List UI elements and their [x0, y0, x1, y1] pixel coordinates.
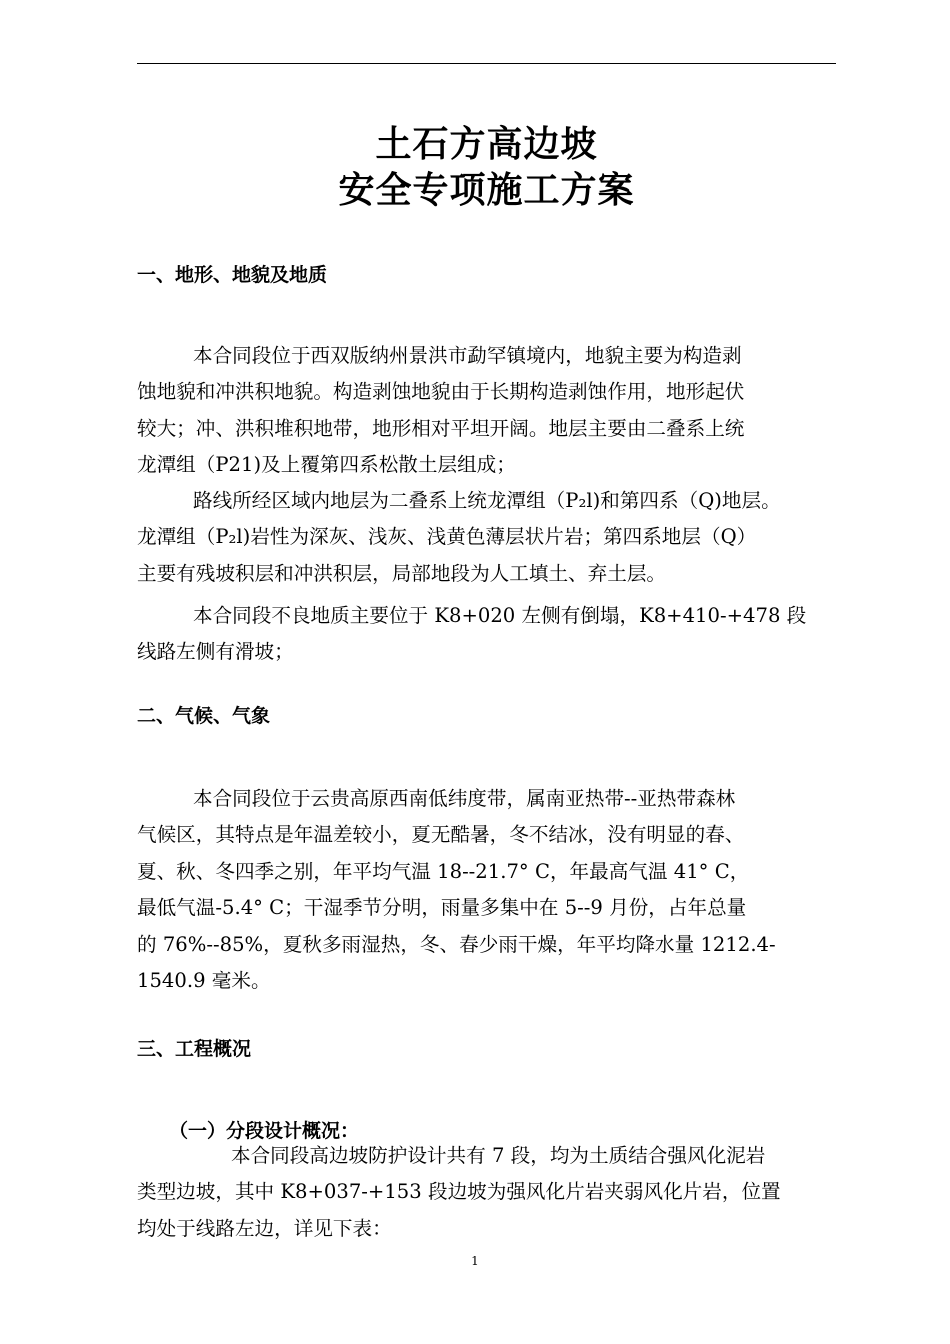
- section-heading-climate: 二、气候、气象: [137, 705, 271, 727]
- document-title-line1: 土石方高边坡: [375, 123, 598, 165]
- text-line: 路线所经区域内地层为二叠系上统龙潭组（P₂l)和第四系（Q)地层。: [193, 489, 781, 512]
- text-line: 龙潭组（P21)及上覆第四系松散土层组成；: [137, 453, 516, 477]
- paragraph-overview: [137, 1138, 836, 1247]
- text-line: 本合同段不良地质主要位于 K8+020 左侧有倒塌，K8+410-+478 段: [193, 604, 807, 627]
- document-title-line2: 安全专项施工方案: [338, 169, 635, 211]
- text-line: 最低气温-5.4° C；干湿季节分明，雨量多集中在 5--9 月份，占年总量: [137, 896, 747, 920]
- text-line: 本合同段位于云贵高原西南低纬度带，属南亚热带--亚热带森林: [193, 787, 736, 810]
- paragraph-terrain-1: [137, 338, 836, 484]
- paragraph-terrain-3: [137, 598, 836, 671]
- page-number: 1: [471, 1254, 479, 1268]
- text-line: 主要有残坡积层和冲洪积层，局部地段为人工填土、弃土层。: [137, 561, 667, 585]
- header-rule: [137, 63, 836, 64]
- text-line: 夏、秋、冬四季之别，年平均气温 18--21.7° C，年最高气温 41° C，: [137, 859, 750, 883]
- text-line: 本合同段位于西双版纳州景洪市勐罕镇境内，地貌主要为构造剥: [193, 344, 742, 367]
- text-line: 类型边坡，其中 K8+037-+153 段边坡为强风化片岩夹弱风化片岩，位置: [137, 1180, 781, 1204]
- text-line: 气候区，其特点是年温差较小，夏无酷暑，冬不结冰，没有明显的春、: [137, 823, 745, 847]
- section-heading-overview: 三、工程概况: [137, 1038, 252, 1060]
- text-line: 1540.9 毫米。: [137, 969, 271, 993]
- text-line: 本合同段高边坡防护设计共有 7 段，均为土质结合强风化泥岩: [231, 1144, 766, 1167]
- text-line: 的 76%--85%，夏秋多雨湿热，冬、春少雨干燥，年平均降水量 1212.4-: [137, 932, 776, 956]
- paragraph-climate: [137, 781, 836, 999]
- text-line: 均处于线路左边，详见下表：: [137, 1216, 392, 1240]
- text-line: 线路左侧有滑坡；: [137, 640, 294, 664]
- text-line: 较大；冲、洪积堆积地带，地形相对平坦开阔。地层主要由二叠系上统: [137, 416, 745, 440]
- text-line: 蚀地貌和冲洪积地貌。构造剥蚀地貌由于长期构造剥蚀作用，地形起伏: [137, 380, 745, 404]
- section-heading-terrain: 一、地形、地貌及地质: [137, 264, 328, 286]
- subsection-heading-design: （一）分段设计概况：: [169, 1120, 360, 1142]
- text-line: 龙潭组（P₂l)岩性为深灰、浅灰、浅黄色薄层状片岩；第四系地层（Q）: [137, 525, 757, 549]
- paragraph-terrain-2: [137, 483, 836, 592]
